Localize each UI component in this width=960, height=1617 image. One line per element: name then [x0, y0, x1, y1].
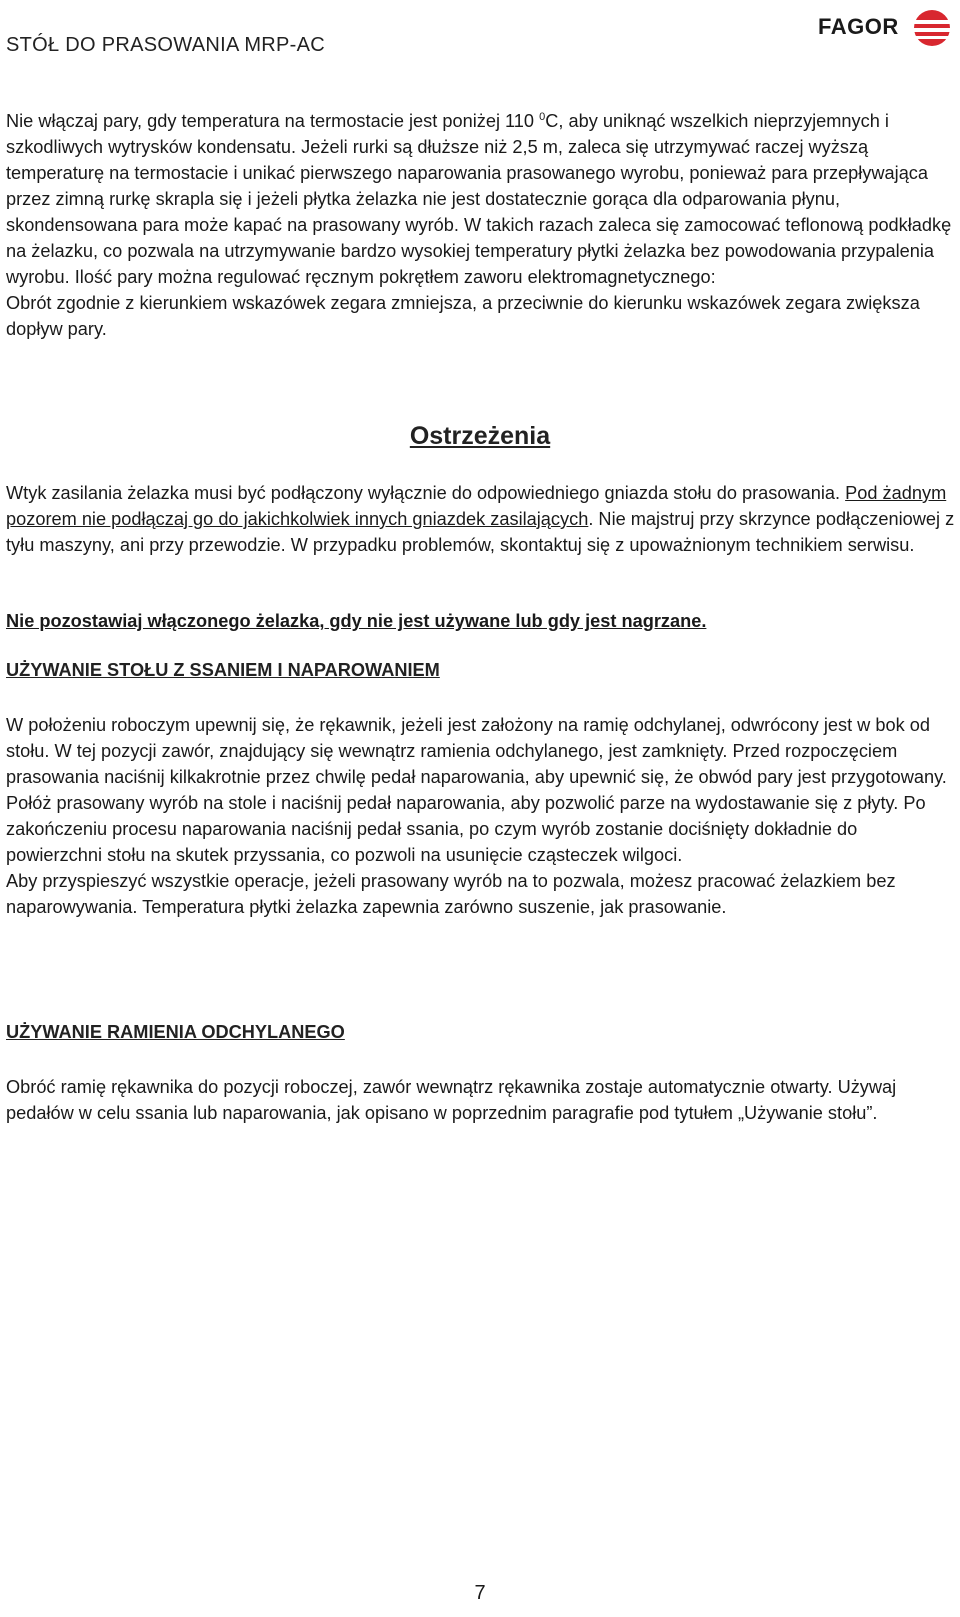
document-title: STÓŁ DO PRASOWANIA MRP-AC — [6, 34, 326, 56]
warnings-heading: Ostrzeżenia — [409, 422, 551, 450]
suction-paragraph — [6, 712, 958, 920]
suction-section-heading: UŻYWANIE STOŁU Z SSANIEM I NAPAROWANIEM — [6, 660, 440, 680]
arm-paragraph: Obróć ramię rękawnika do pozycji roboczej, zawór wewnątrz rękawnika zostaje automatycznie otwarty. Używaj pedałów w celu ssania lub naparowania, jak opisano w poprzednim paragrafie pod tytułem „Używanie stołu”. — [6, 1077, 897, 1123]
suction-text-a: W położeniu roboczym upewnij się, że rękawnik, jeżeli jest założony na ramię odchylanej, odwrócony jest w bok od stołu. W tej pozycji zawór, znajdujący się wewnątrz ramienia odchylanego, jest zamknięty. Przed rozpoczęciem prasowania naciśnij kilkakrotnie przez chwilę pedał naparowania, aby upewnić się, że obwód pary jest przygotowany. Połóż prasowany wyrób na stole i naciśnij pedał naparowania, aby pozwolić parze na wydostawanie się z płyty. Po zakończeniu procesu naparowania naciśnij pedał ssania, po czym wyrób zostanie dociśnięty dokładnie do powierzchni stołu na skutek przyssania, co pozwoli na usunięcie cząsteczek wilgoci. — [6, 715, 947, 865]
brand-name: FAGOR — [818, 14, 899, 39]
suction-text-b: Aby przyspieszyć wszystkie operacje, jeżeli prasowany wyrób na to pozwala, możesz pracować żelazkiem bez naparowywania. Temperatura płytki żelazka zapewnia zarówno suszenie, jak prasowanie. — [6, 871, 896, 917]
bold-warning: Nie pozostawiaj włączonego żelazka, gdy nie jest używane lub gdy jest nagrzane. — [6, 611, 707, 631]
warnings-text-a: Wtyk zasilania żelazka musi być podłączony wyłącznie do odpowiedniego gniazda stołu do prasowania. — [6, 483, 846, 503]
warnings-text-b: . Nie majstruj przy skrzynce podłączeniowej z tyłu maszyny, ani przy przewodzie. W przypadku problemów, skontaktuj się z upoważnionym technikiem serwisu. — [6, 509, 955, 555]
warnings-paragraph — [6, 480, 958, 558]
steam-paragraph — [6, 108, 958, 342]
steam-text — [6, 108, 958, 290]
steam-text-a: Nie włączaj pary, gdy temperatura na termostacie jest poniżej 110 — [6, 111, 540, 131]
fagor-logo — [818, 4, 958, 52]
page-number: 7 — [474, 1582, 486, 1604]
degree-superscript: 0 — [539, 110, 546, 123]
warnings-underlined-text: Pod żadnym pozorem nie podłączaj go do jakichkolwiek innych gniazdek zasilających — [6, 483, 947, 529]
steam-valve-text: Obrót zgodnie z kierunkiem wskazówek zegara zmniejsza, a przeciwnie do kierunku wskazówek zegara zwiększa dopływ pary. — [6, 293, 920, 339]
fagor-logo-icon — [910, 8, 954, 48]
arm-section-heading: UŻYWANIE RAMIENIA ODCHYLANEGO — [6, 1022, 345, 1042]
steam-text-b: C, aby uniknąć wszelkich nieprzyjemnych i szkodliwych wytrysków kondensatu. Jeżeli rurki są dłuższe niż 2,5 m, zaleca się utrzymywać raczej wyższą temperaturę na termostacie i unikać pierwszego naparowania prasowanego wyrobu, ponieważ para przepływająca przez zimną rurkę skrapla się i jeżeli płytka żelazka nie jest dostatecznie gorąca dla odparowania płynu, skondensowana para może kapać na prasowany wyrób. W takich razach zaleca się zamocować teflonową podkładkę na żelazku, co pozwala na utrzymywanie bardzo wysokiej temperatury płytki żelazka bez powodowania przypalenia wyrobu. Ilość pary można regulować ręcznym pokrętłem zaworu elektromagnetycznego: — [6, 111, 952, 287]
